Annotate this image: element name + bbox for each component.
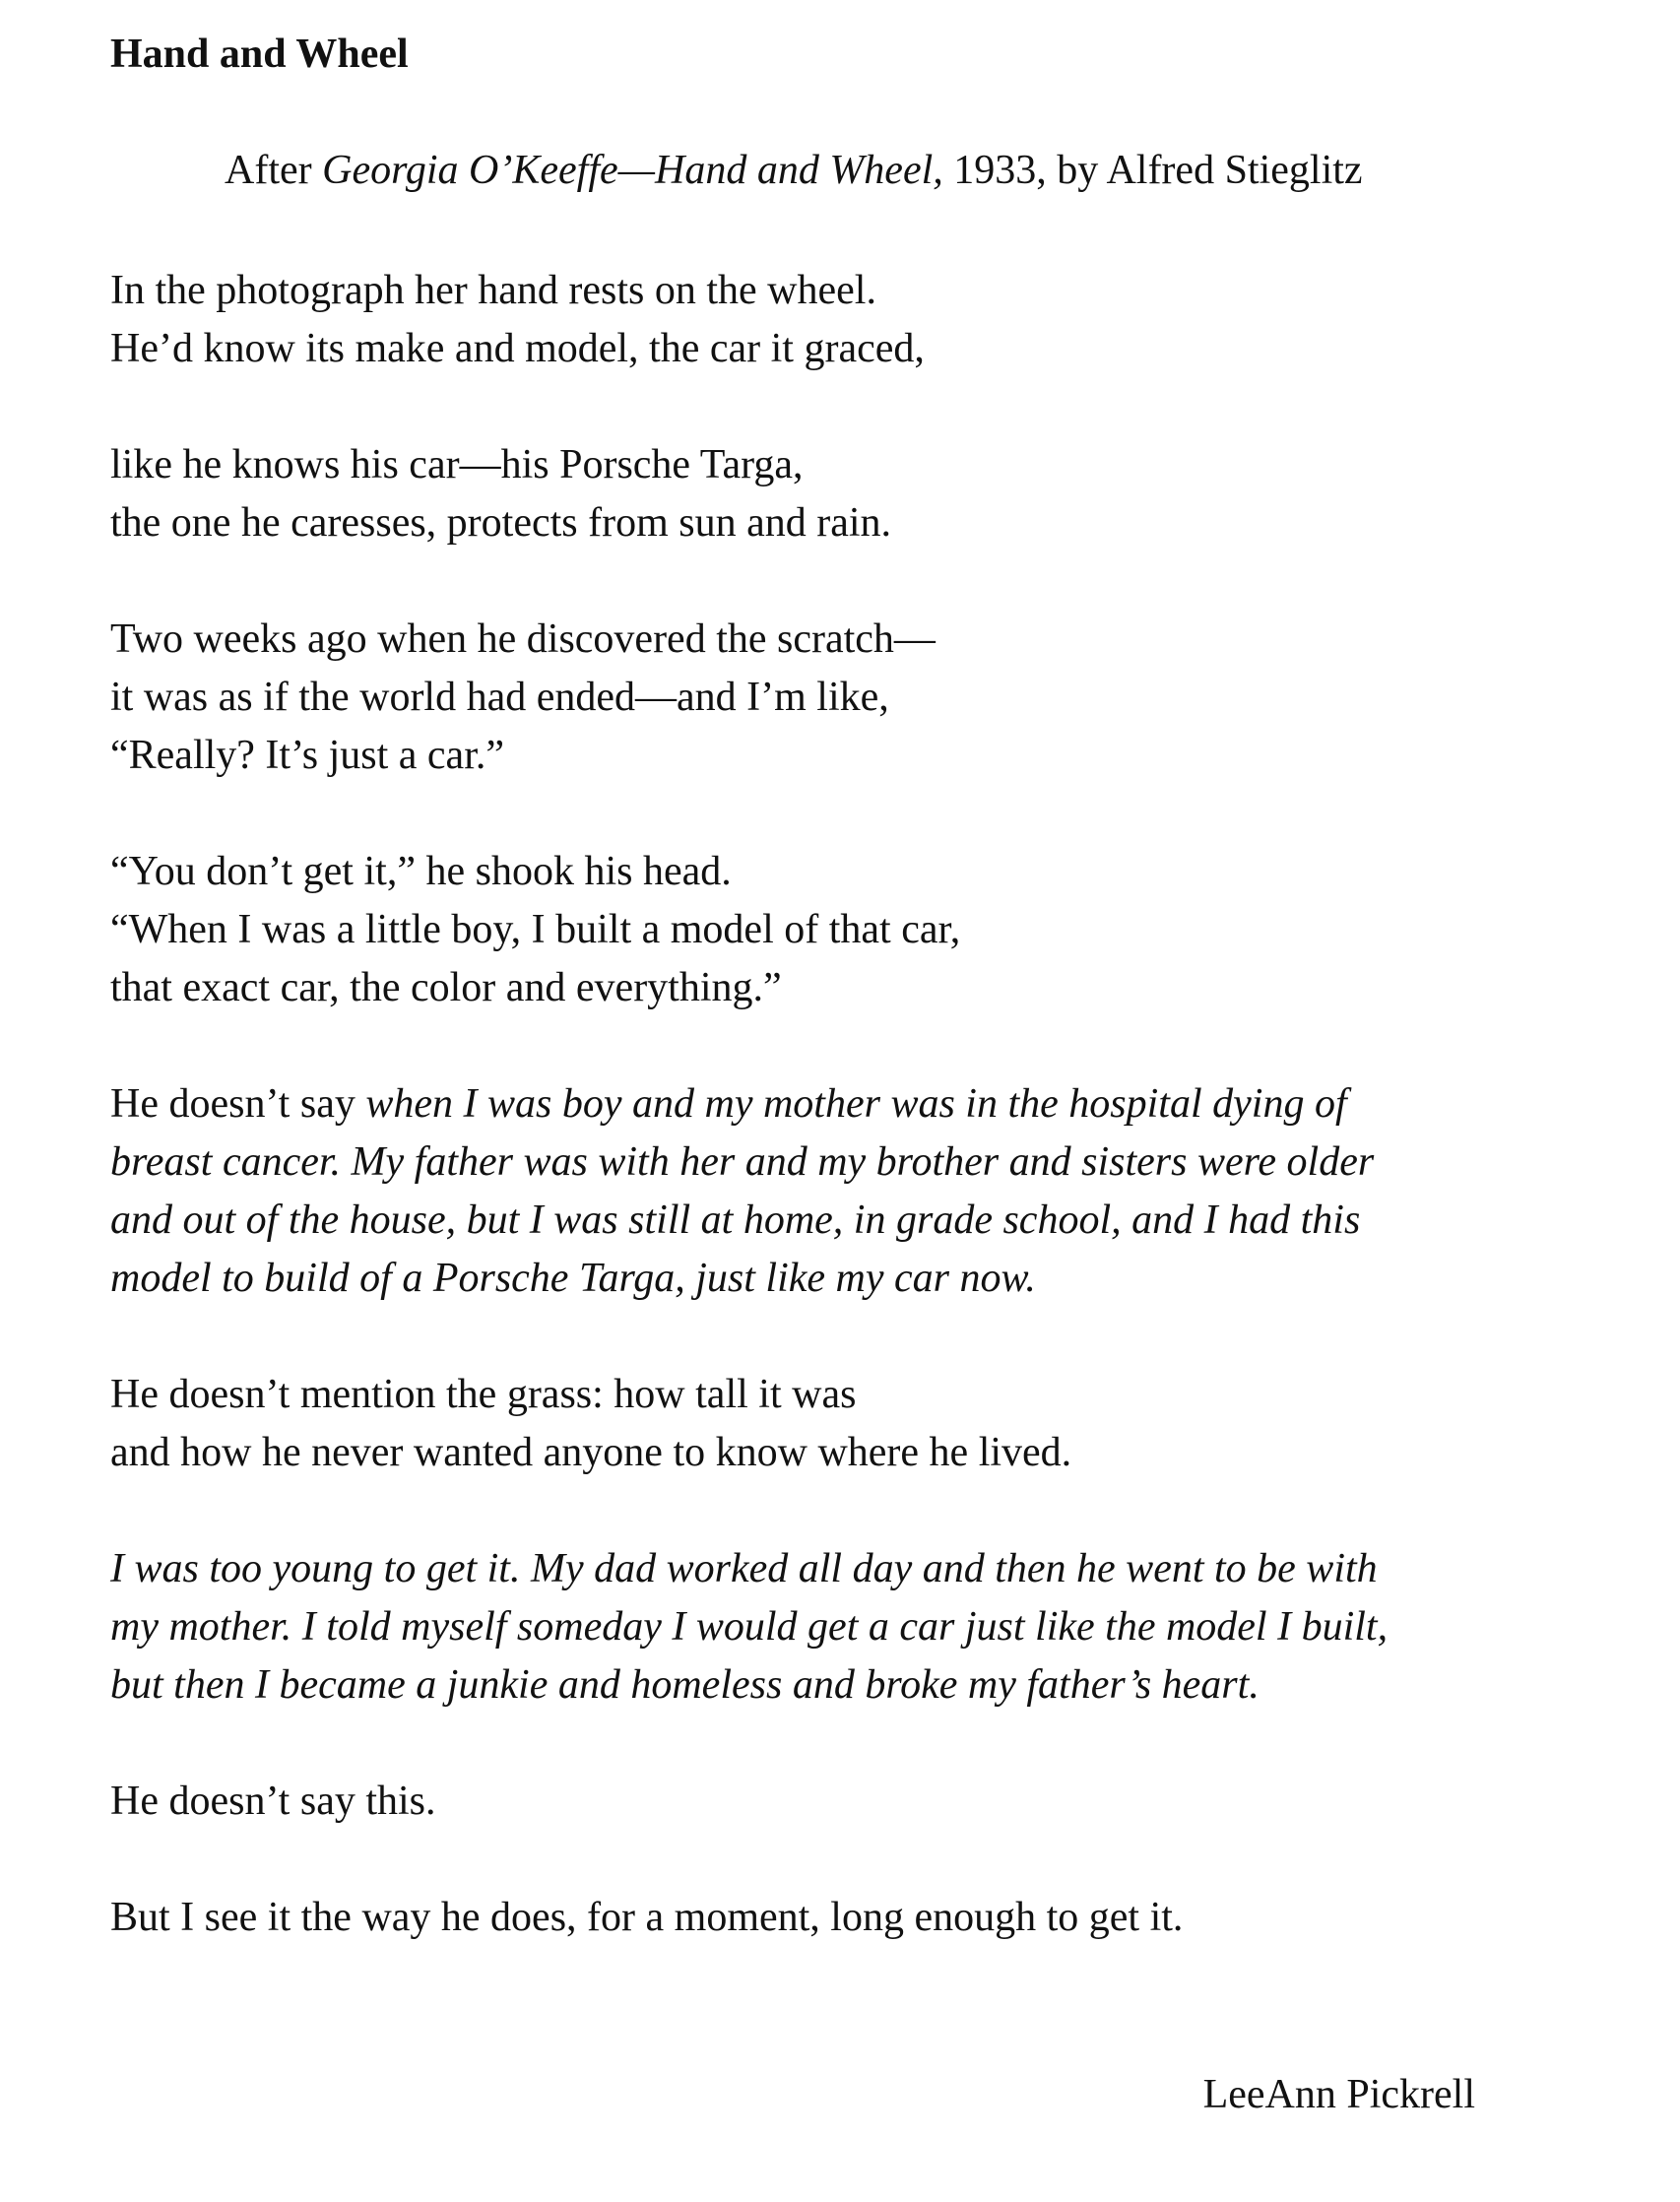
stanza-6 xyxy=(110,1366,1489,1482)
poem-line: He’d know its make and model, the car it graced, xyxy=(110,326,925,371)
epigraph-suffix: 1933, by Alfred Stieglitz xyxy=(942,148,1363,193)
author-signature: LeeAnn Pickrell xyxy=(1202,2072,1475,2117)
stanza-3 xyxy=(110,611,1489,785)
poem-line: it was as if the world had ended—and I’m like, xyxy=(110,675,889,720)
italic-thought: I was too young to get it. My dad worked all day and then he went to be with xyxy=(110,1546,1378,1591)
stanza-7 xyxy=(110,1540,1489,1715)
stanza-4 xyxy=(110,843,1489,1017)
stanza-1 xyxy=(110,262,1489,378)
poem-body xyxy=(110,262,1489,2005)
poem-line: “When I was a little boy, I built a model of that car, xyxy=(110,907,961,952)
poem-line: But I see it the way he does, for a moment, long enough to get it. xyxy=(110,1895,1184,1940)
poem-line: the one he caresses, protects from sun and rain. xyxy=(110,500,892,546)
poem-line: Two weeks ago when he discovered the scratch— xyxy=(110,616,936,662)
epigraph xyxy=(225,146,1363,195)
poem-line: and how he never wanted anyone to know where he lived. xyxy=(110,1430,1072,1475)
poem-line: like he knows his car—his Porsche Targa, xyxy=(110,442,804,487)
italic-thought: but then I became a junkie and homeless and broke my father’s heart. xyxy=(110,1662,1260,1708)
poem-title: Hand and Wheel xyxy=(110,32,409,77)
poem-line: that exact car, the color and everything.” xyxy=(110,965,782,1010)
poem-line-mixed xyxy=(110,1075,1489,1133)
poem-line: In the photograph her hand rests on the wheel. xyxy=(110,268,876,313)
italic-thought: my mother. I told myself someday I would get a car just like the model I built, xyxy=(110,1604,1389,1650)
epigraph-work-title: Georgia O’Keeffe—Hand and Wheel, xyxy=(322,148,943,193)
poem-line: He doesn’t say this. xyxy=(110,1779,436,1824)
stanza-2 xyxy=(110,436,1489,552)
poem-line: “You don’t get it,” he shook his head. xyxy=(110,849,732,894)
poem-line-lead: He doesn’t say xyxy=(110,1081,366,1127)
italic-thought: model to build of a Porsche Targa, just like my car now. xyxy=(110,1256,1036,1301)
stanza-5 xyxy=(110,1075,1489,1308)
italic-thought: when I was boy and my mother was in the hospital dying of xyxy=(365,1081,1347,1127)
poem-line: He doesn’t mention the grass: how tall it was xyxy=(110,1372,857,1417)
poem-line: “Really? It’s just a car.” xyxy=(110,733,505,778)
stanza-9 xyxy=(110,1889,1489,1947)
italic-thought: breast cancer. My father was with her and my brother and sisters were older xyxy=(110,1139,1375,1185)
epigraph-prefix: After xyxy=(225,148,323,193)
stanza-8 xyxy=(110,1773,1489,1831)
italic-thought: and out of the house, but I was still at home, in grade school, and I had this xyxy=(110,1198,1361,1243)
